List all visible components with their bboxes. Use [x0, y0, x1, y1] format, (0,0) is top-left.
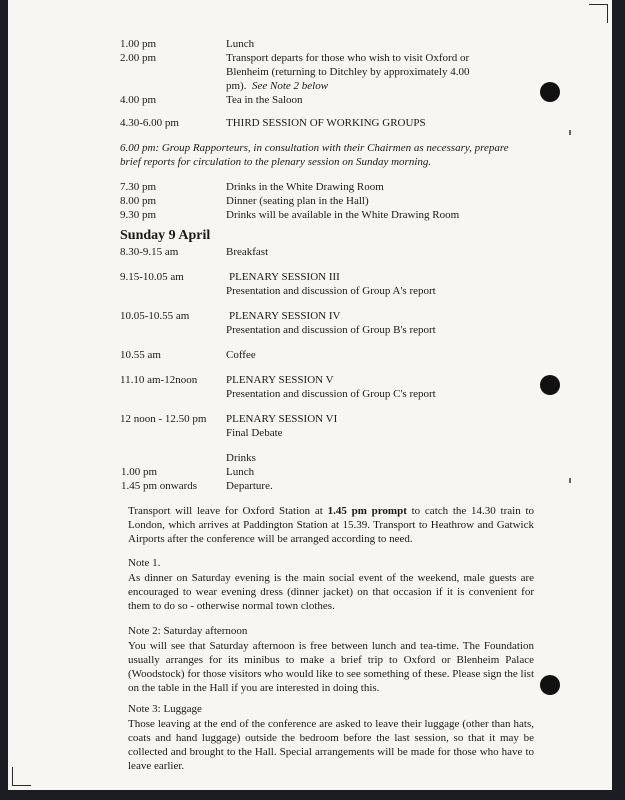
time-tea: 4.00 pm	[120, 94, 157, 106]
event-third-session: THIRD SESSION OF WORKING GROUPS	[226, 117, 426, 129]
event-plenary-5-desc: Presentation and discussion of Group C's report	[226, 388, 436, 400]
note3-body: Those leaving at the end of the conference are asked to leave their luggage (other than hats, coats and hand luggage) outside the bedroom before the last session, so that it may be collected and brought to the Hall. Special arrangements will be made for those who have to leave earlier.	[128, 718, 534, 772]
note2-body: You will see that Saturday afternoon is free between lunch and tea-time. The Foundation usually arranges for its minibus to make a brief trip to Oxford or Blenheim Palace (Woodstock) for those visitors who would like to see something of these. Please sign the list on the table in the Hall if you are interested in doing this.	[128, 640, 534, 694]
note2-reference: See Note 2 below	[251, 80, 329, 92]
event-transport-line3-plain: pm).	[226, 80, 247, 92]
event-tea: Tea in the Saloon	[226, 94, 303, 106]
event-transport-line3	[226, 80, 328, 93]
event-lunch: Lunch	[226, 38, 255, 50]
event-plenary-6: PLENARY SESSION VI	[226, 413, 338, 425]
corner-mark	[589, 4, 608, 23]
transport-time-bold: 1.45 pm prompt	[327, 505, 407, 517]
time-lunch: 1.00 pm	[120, 38, 157, 50]
time-breakfast: 8.30-9.15 am	[120, 246, 179, 258]
time-dinner: 8.00 pm	[120, 195, 157, 207]
time-departure: 1.45 pm onwards	[121, 480, 198, 492]
time-late-drinks: 9.30 pm	[120, 209, 157, 221]
event-drinks: Drinks in the White Drawing Room	[226, 181, 384, 193]
event-plenary-6-desc: Final Debate	[226, 427, 283, 439]
event-plenary-3: PLENARY SESSION III	[229, 271, 340, 283]
transport-text-post: to catch the 14.30 train to London, which arrives at Paddington Station at 15.39. Transport to Heathrow and Gatwick Airports after the conference will be arranged according to need.	[128, 505, 535, 545]
time-plenary-6: 12 noon - 12.50 pm	[120, 413, 207, 425]
event-late-drinks: Drinks will be available in the White Drawing Room	[226, 209, 460, 221]
time-third-session: 4.30-6.00 pm	[120, 117, 179, 129]
event-closing-lunch: Lunch	[226, 466, 255, 478]
event-breakfast: Breakfast	[226, 246, 269, 258]
note1-title: Note 1.	[128, 557, 161, 569]
scan-mark	[569, 478, 571, 483]
event-plenary-4-desc: Presentation and discussion of Group B's report	[226, 324, 436, 336]
time-coffee: 10.55 am	[120, 349, 161, 361]
punch-hole	[540, 675, 560, 695]
rapporteur-note-line2: brief reports for circulation to the plenary session on Sunday morning.	[120, 156, 432, 168]
scan-mark	[569, 130, 571, 135]
transport-text-pre: Transport will leave for Oxford Station at	[128, 505, 323, 517]
time-closing-lunch: 1.00 pm	[121, 466, 158, 478]
time-plenary-3: 9.15-10.05 am	[120, 271, 184, 283]
event-coffee: Coffee	[226, 349, 256, 361]
note3-title: Note 3: Luggage	[128, 703, 202, 715]
time-drinks: 7.30 pm	[120, 181, 157, 193]
event-plenary-5: PLENARY SESSION V	[226, 374, 334, 386]
event-closing-drinks: Drinks	[226, 452, 256, 464]
event-plenary-3-desc: Presentation and discussion of Group A's report	[226, 285, 436, 297]
event-departure: Departure.	[226, 480, 273, 492]
event-transport-line2: Blenheim (returning to Ditchley by approximately 4.00	[226, 66, 470, 78]
corner-mark	[12, 767, 31, 786]
document-page	[8, 0, 612, 790]
event-transport-line1: Transport departs for those who wish to visit Oxford or	[226, 52, 470, 64]
note1-body: As dinner on Saturday evening is the main social event of the weekend, male guests are encouraged to wear evening dress (dinner jacket) on that occasion if it is convenient for them to do so - otherwise normal town clothes.	[128, 572, 534, 612]
punch-hole	[540, 375, 560, 395]
note2-title: Note 2: Saturday afternoon	[128, 625, 248, 637]
time-plenary-4: 10.05-10.55 am	[120, 310, 190, 322]
event-dinner: Dinner (seating plan in the Hall)	[226, 195, 369, 207]
time-transport: 2.00 pm	[120, 52, 157, 64]
time-plenary-5: 11.10 am-12noon	[120, 374, 198, 386]
transport-paragraph	[128, 504, 534, 546]
sunday-heading: Sunday 9 April	[120, 228, 211, 243]
event-plenary-4: PLENARY SESSION IV	[229, 310, 341, 322]
punch-hole	[540, 82, 560, 102]
rapporteur-note-line1: 6.00 pm: Group Rapporteurs, in consultation with their Chairmen as necessary, prepare	[120, 142, 509, 154]
